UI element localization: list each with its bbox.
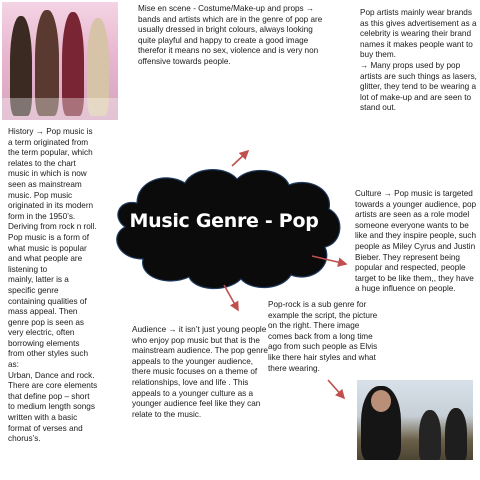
culture-text: Culture → Pop music is targeted towards a younger audience, pop artists are seen as a role model someone everyone wants to be like and they inspire people, such people as Miley Cyrus and Justin Bieber. They represent being popular and respected, people target to be like them,, they have a huge influence on people. xyxy=(355,189,477,294)
arrow-to-mise-en-scene xyxy=(232,151,248,166)
audience-text: Audience → it isn’t just young people who enjoy pop music but that is the mainstream audience. The pop genre appeals to the younger audience, there music focuses on a theme of relationships, love and life . This appeals to a younger culture as a younger audience feel like they can relate to the music. xyxy=(132,325,268,419)
pop-artists-text: Pop artists mainly wear brands as this gives advertisement as a celebrity is wearing their brand names it makes people want to buy them. → Many props used by pop artists are such things as lasers, glitter, they tend to be wearing a lot of make-up and are seen to stand out. xyxy=(360,8,477,113)
central-title: Music Genre - Pop xyxy=(129,210,319,232)
arrow-to-audience xyxy=(224,285,238,310)
mise-en-scene-text: Mise en scene - Costume/Make-up and props → bands and artists which are in the genre of pop are usually dressed in bright colours, always looking quite playful and happy to create a good image therefor it means no sex, violence and is very non offensive towards people. xyxy=(138,4,323,66)
history-text: History → Pop music is a term originated from the term popular, which relates to the chart music in which is now seen as mainstream music. Pop music originated in its modern form in the 1950’s. Deriving from rock n roll. Pop music is a form of what music is popular and what people are listening to mainly, latter is a specific genre containing qualities of mass appeal. Then genre pop is seen as very electric, often borrowing elements from other styles such as: Urban, Dance and rock. There are core elements that define pop – short to medium length songs written with a basic format of verses and chorus’s. xyxy=(8,127,98,444)
pop-rock-text: Pop-rock is a sub genre for example the script, the picture on the right. There image comes back from a long time ago from such people as Elvis like there hair styles and what there wearing. xyxy=(268,300,378,373)
arrow-to-culture xyxy=(312,256,346,264)
arrow-to-band-photo xyxy=(328,380,344,398)
